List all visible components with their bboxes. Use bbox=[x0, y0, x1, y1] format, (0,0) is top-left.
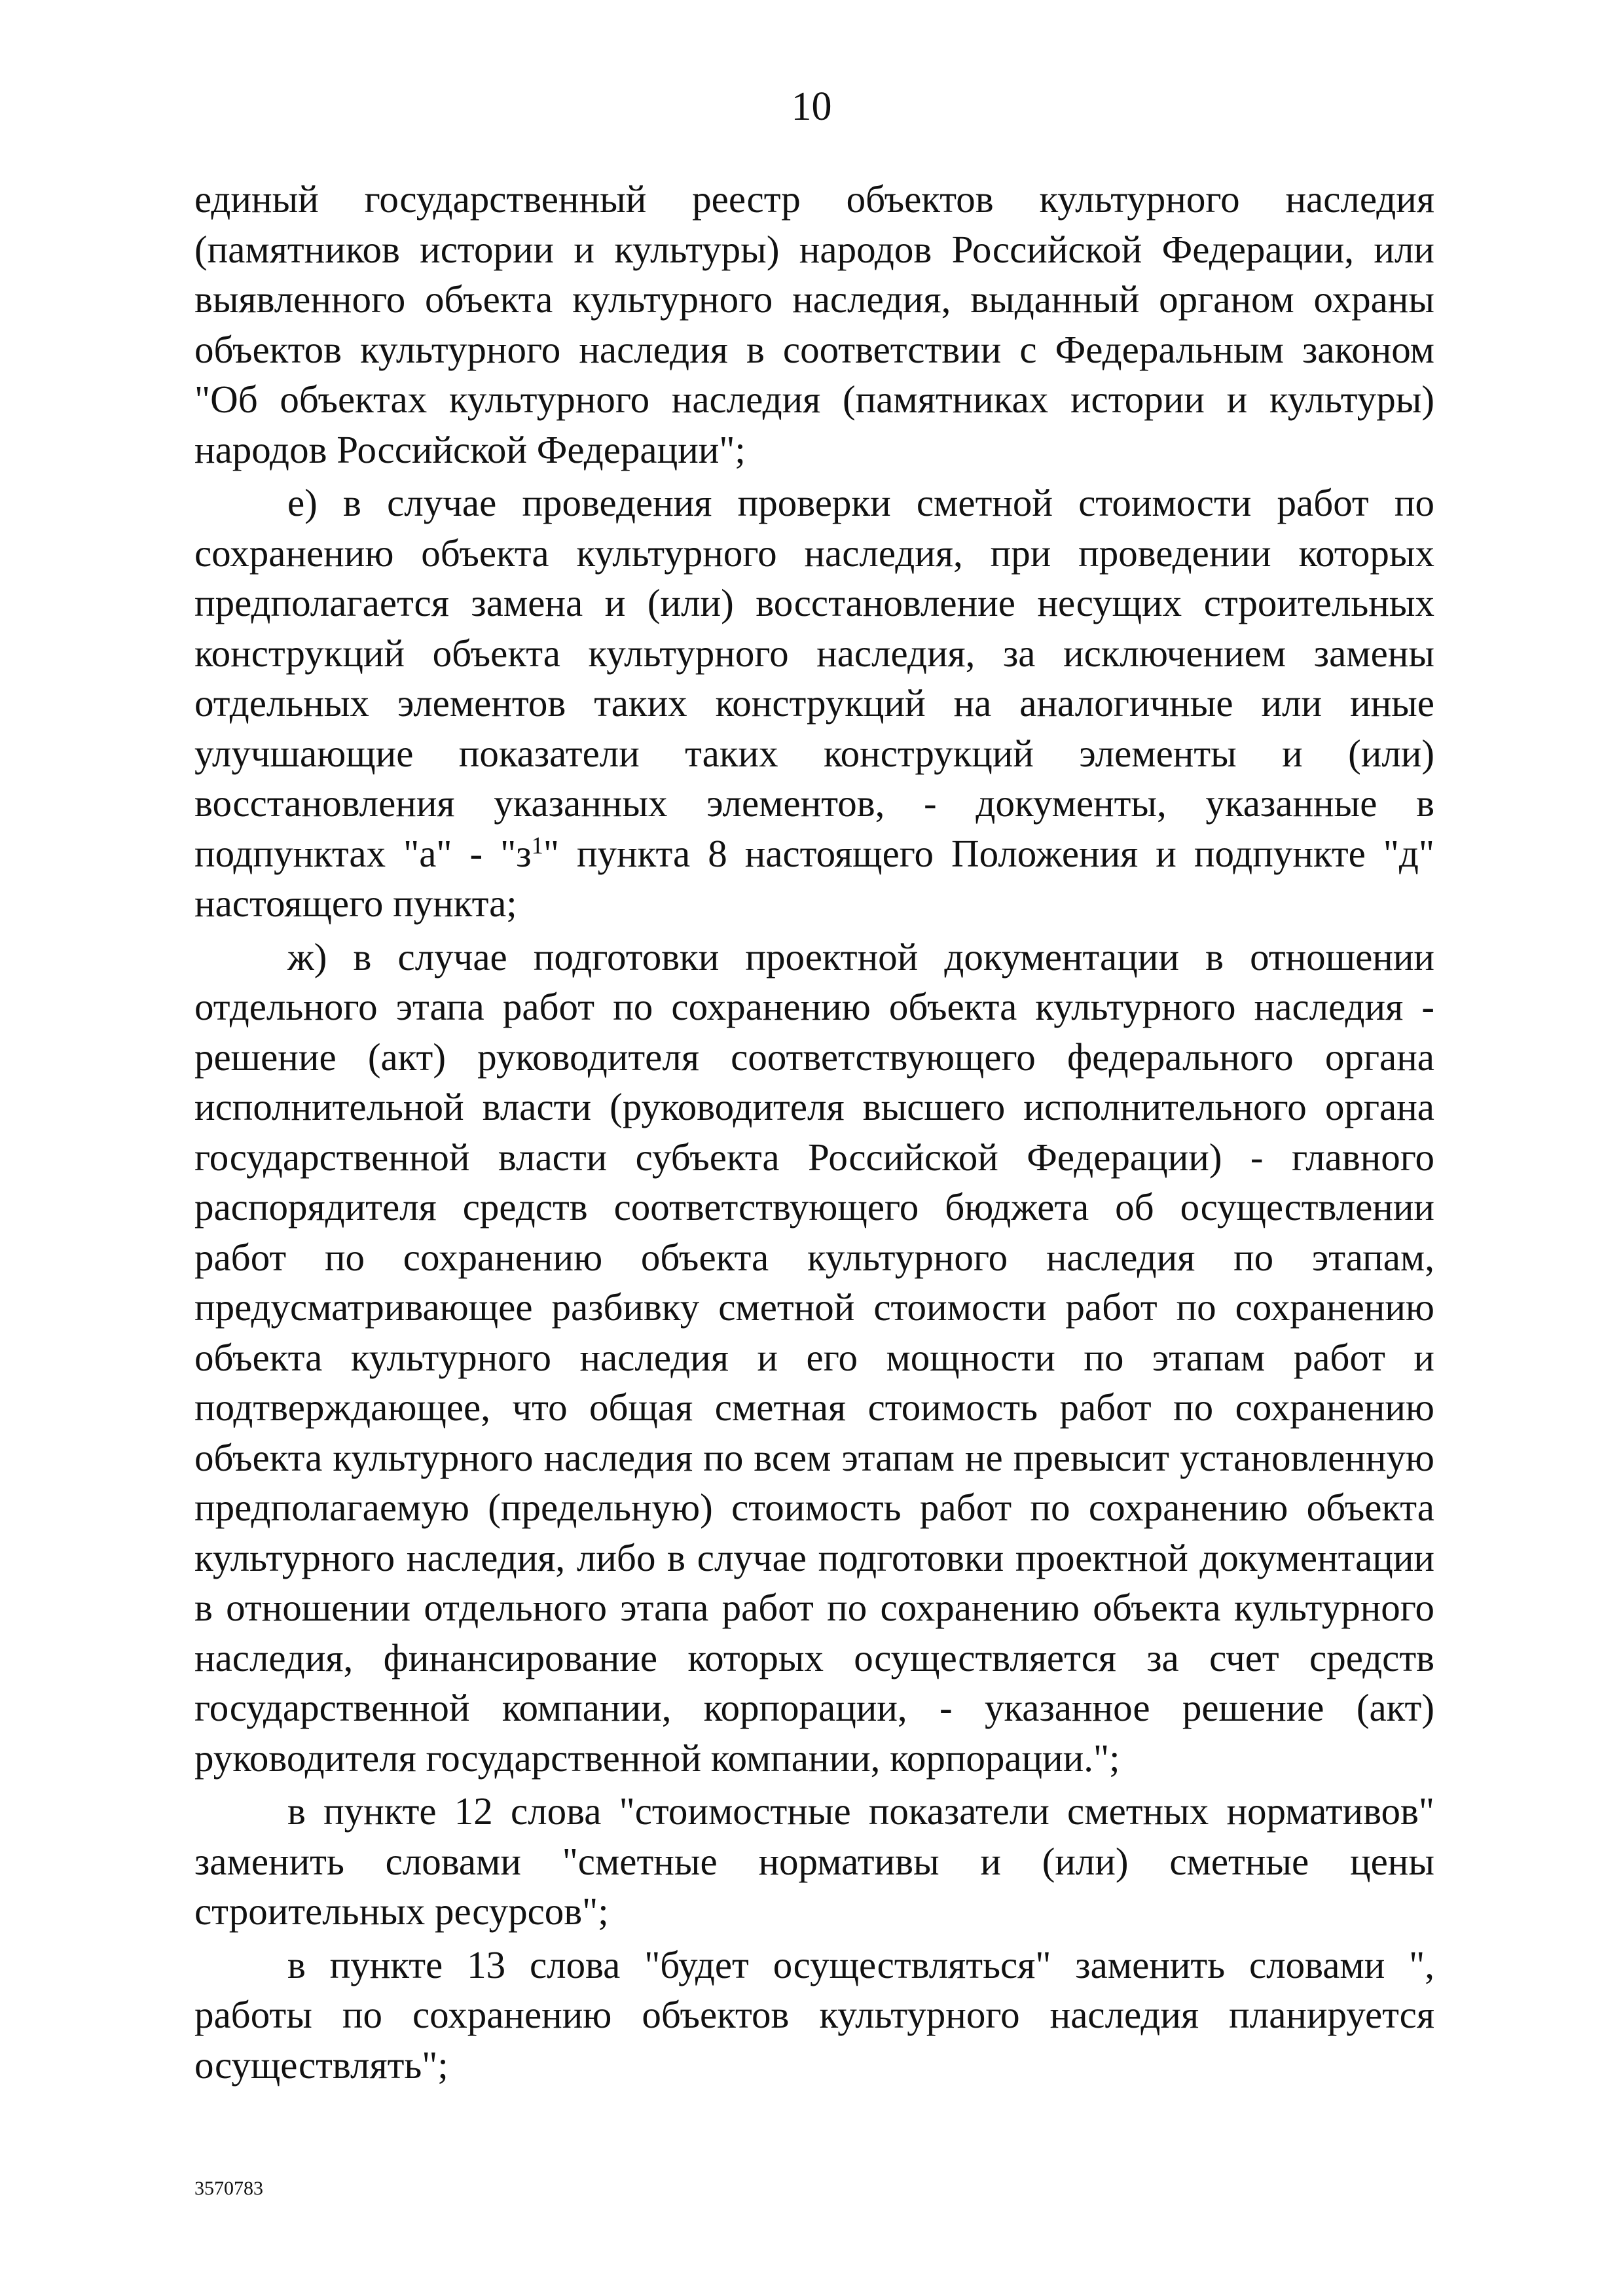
paragraph-item-zh: ж) в случае подготовки проектной документации в отношении отдельного этапа работ по сохранению объекта культурного наследия - решение (акт) руководителя соответствующего федерального органа исполнительной власти (руководителя высшего исполнительного органа государственной власти субъекта Российской Федерации) - главного распорядителя средств соответствующего бюджета об осуществлении работ по сохранению объекта культурного наследия по этапам, предусматривающее разбивку сметной стоимости работ по сохранению объекта культурного наследия и его мощности по этапам работ и подтверждающее, что общая сметная стоимость работ по сохранению объекта культурного наследия по всем этапам не превысит установленную предполагаемую (предельную) стоимость работ по сохранению объекта культурного наследия, либо в случае подготовки проектной документации в отношении отдельного этапа работ по сохранению объекта культурного наследия, финансирование которых осуществляется за счет средств государственной компании, корпорации, - указанное решение (акт) руководителя государственной компании, корпорации."; bbox=[194, 935, 1434, 1780]
document-id: 3570783 bbox=[194, 2178, 263, 2199]
document-body bbox=[194, 174, 1434, 2093]
paragraph-point-12: в пункте 12 слова "стоимостные показатели сметных нормативов" заменить словами "сметные нормативы и (или) сметные цены строительных ресурсов"; bbox=[194, 1789, 1434, 1933]
paragraph-point-13: в пункте 13 слова "будет осуществляться" заменить словами ", работы по сохранению объектов культурного наследия планируется осуществлять"; bbox=[194, 1943, 1434, 2087]
paragraph-item-e-text-end: " пункта 8 настоящего Положения и подпункте "д" настоящего пункта; bbox=[194, 831, 1434, 925]
superscript-marker: 1 bbox=[531, 831, 543, 859]
page-number: 10 bbox=[791, 84, 832, 129]
paragraph-item-e-text: е) в случае проведения проверки сметной стоимости работ по сохранению объекта культурного наследия, при проведении которых предполагается замена и (или) восстановление несущих строительных конструкций объекта культурного наследия, за исключением замены отдельных элементов таких конструкций на аналогичные или иные улучшающие показатели таких конструкций элементы и (или) восстановления указанных элементов, - документы, указанные в подпунктах "а" - "з bbox=[194, 481, 1434, 875]
paragraph-item-e bbox=[194, 478, 1434, 929]
paragraph-continuation: единый государственный реестр объектов культурного наследия (памятников истории и культуры) народов Российской Федерации, или выявленного объекта культурного наследия, выданный органом охраны объектов культурного наследия в соответствии с Федеральным законом "Об объектах культурного наследия (памятниках истории и культуры) народов Российской Федерации"; bbox=[194, 177, 1434, 471]
